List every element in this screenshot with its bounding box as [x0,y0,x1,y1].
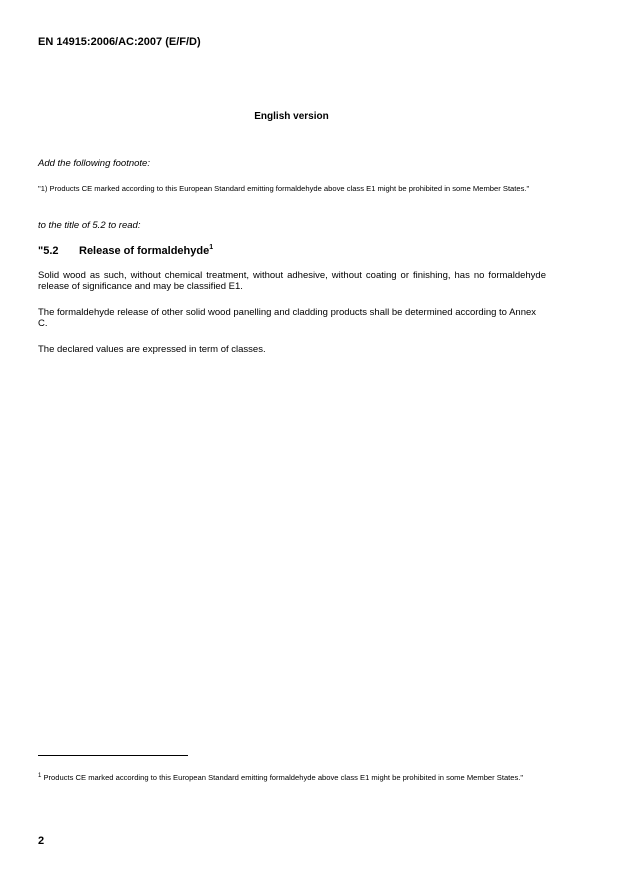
footnote-marker: 1 [38,773,42,779]
section-title: Release of formaldehyde [79,245,210,257]
footnote [38,772,548,783]
instruction-add-footnote: Add the following footnote: [38,158,150,169]
section-heading [38,244,213,257]
footnote-reference: 1 [209,244,214,251]
page-number: 2 [38,835,45,847]
quoted-footnote: "1) Products CE marked according to this European Standard emitting formaldehyde above class E1 might be prohibited in some Member States." [38,184,530,193]
paragraph-release-determination: The formaldehyde release of other solid wood panelling and cladding products shall be determined according to Annex C. [38,307,537,329]
footnote-separator [38,755,188,756]
paragraph-solid-wood: Solid wood as such, without chemical treatment, without adhesive, without coating or finishing, has no formaldehyde release of significance and may be classified E1. [38,270,546,292]
version-title: English version [254,111,329,122]
paragraph-declared-values: The declared values are expressed in term of classes. [38,344,266,355]
instruction-title-change: to the title of 5.2 to read: [38,220,141,231]
document-id: EN 14915:2006/AC:2007 (E/F/D) [38,36,201,48]
footnote-text: Products CE marked according to this European Standard emitting formaldehyde above class E1 might be prohibited in some Member States." [41,773,524,782]
section-number: "5.2 [38,245,59,257]
